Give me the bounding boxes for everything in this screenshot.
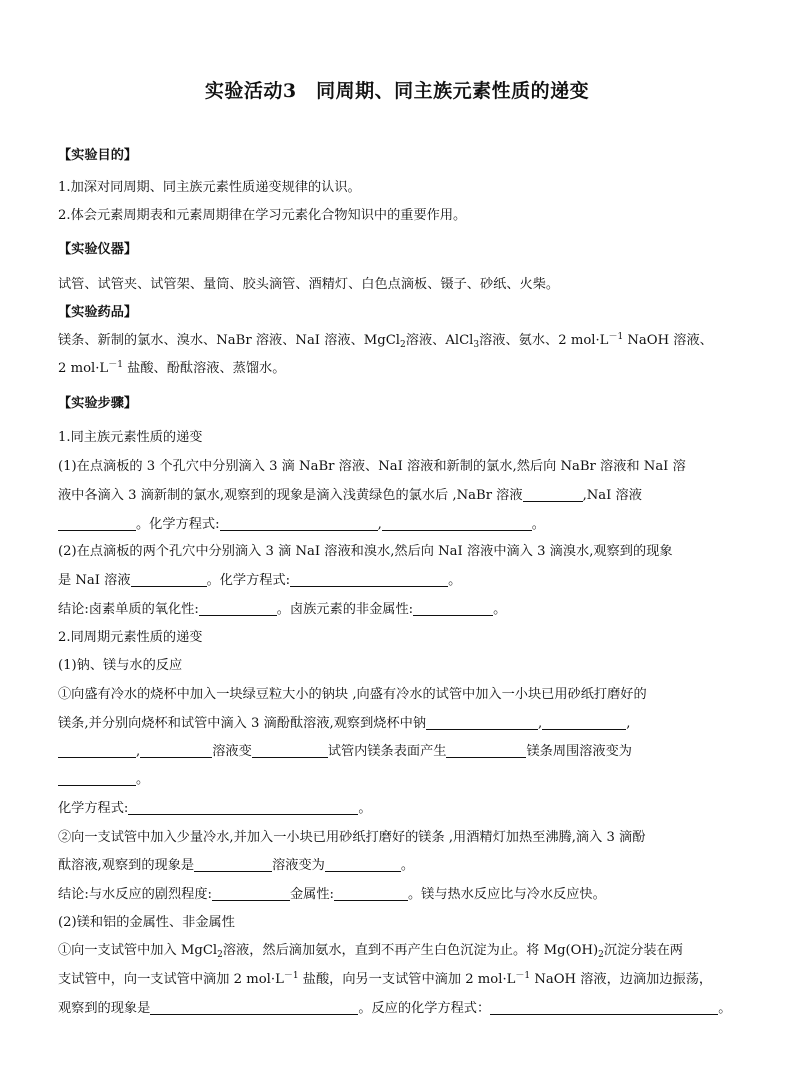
answer-blank[interactable] xyxy=(426,715,538,730)
s2-p1-line-4: 。 xyxy=(58,771,149,789)
answer-blank[interactable] xyxy=(194,857,272,872)
s2-p3-line-2: 支试管中，向一支试管中滴加 2 $mol\cdot L^{-1}$ 盐酸，向另一支试管中滴加 2 $mol\cdot L^{-1}$ NaOH 溶液，边滴加边振荡， xyxy=(58,971,713,987)
equation-blank[interactable] xyxy=(490,1000,718,1015)
s1-p1-line-1: (1)在点滴板的 3 个孔穴中分别滴入 3 滴 NaBr 溶液、NaI 溶液和新制的氯水,然后向 NaBr 溶液和 NaI 溶 xyxy=(58,459,686,474)
answer-blank[interactable] xyxy=(325,857,401,872)
s1-p1-line-3: 。化学方程式: , 。 xyxy=(58,516,545,534)
s2-sub-1: (1)钠、镁与水的反应 xyxy=(58,658,183,673)
answer-blank[interactable] xyxy=(58,771,136,786)
s2-sub-2: (2)镁和铝的金属性、非金属性 xyxy=(58,915,235,930)
s2-conclusion: 结论:与水反应的剧烈程度: 金属性: 。镁与热水反应比与冷水反应快。 xyxy=(58,887,606,902)
answer-blank[interactable] xyxy=(334,886,408,901)
s2-p1-line-3: , 溶液变 试管内镁条表面产生 镁条周围溶液变为 xyxy=(58,743,632,761)
section-2-title: 2.同周期元素性质的递变 xyxy=(58,630,203,645)
equation-blank[interactable] xyxy=(220,516,378,531)
answer-blank[interactable] xyxy=(446,743,526,758)
s2-p2-line-2: 酞溶液,观察到的现象是 溶液变为 。 xyxy=(58,858,415,873)
answer-blank[interactable] xyxy=(542,715,626,730)
s1-p1-line-2: 液中各滴入 3 滴新制的氯水,观察到的现象是滴入浅黄绿色的氯水后 ,NaBr 溶液 ,NaI 溶液 xyxy=(58,488,642,503)
answer-blank[interactable] xyxy=(252,743,328,758)
equation-blank[interactable] xyxy=(382,516,532,531)
purpose-item-2: 2.体会元素周期表和元素周期律在学习元素化合物知识中的重要作用。 xyxy=(58,208,467,223)
steps-heading: 【实验步骤】 xyxy=(58,396,138,411)
equation-blank[interactable] xyxy=(128,800,358,815)
reagents-line-2: 2 $mol\cdot L^{-1}$ 盐酸、酚酞溶液、蒸馏水。 xyxy=(58,360,286,376)
s1-p2-line-2: 是 NaI 溶液 。化学方程式: 。 xyxy=(58,573,462,588)
instruments-heading: 【实验仪器】 xyxy=(58,242,138,257)
answer-blank[interactable] xyxy=(140,743,212,758)
purpose-item-1: 1.加深对同周期、同主族元素性质递变规律的认识。 xyxy=(58,180,361,195)
reagents-heading: 【实验药品】 xyxy=(58,305,138,320)
s2-p1-line-1: ①向盛有冷水的烧杯中加入一块绿豆粒大小的钠块 ,向盛有冷水的试管中加入一小块已用砂纸打磨好的 xyxy=(58,687,647,702)
answer-blank[interactable] xyxy=(523,487,583,502)
answer-blank[interactable] xyxy=(212,886,290,901)
purpose-heading: 【实验目的】 xyxy=(58,148,138,163)
s2-equation: 化学方程式: 。 xyxy=(58,801,372,816)
s1-conclusion: 结论:卤素单质的氧化性: 。卤族元素的非金属性: 。 xyxy=(58,602,507,617)
answer-blank[interactable] xyxy=(413,601,493,616)
section-1-title: 1.同主族元素性质的递变 xyxy=(58,430,203,445)
s2-p3-line-1: ①向一支试管中加入 MgCl$_2$溶液，然后滴加氨水，直到不再产生白色沉淀为止。将 $Mg(OH)_2$沉淀分装在两 xyxy=(58,943,683,960)
answer-blank[interactable] xyxy=(58,516,136,531)
answer-blank[interactable] xyxy=(199,601,277,616)
equation-blank[interactable] xyxy=(290,572,448,587)
s2-p2-line-1: ②向一支试管中加入少量冷水,并加入一小块已用砂纸打磨好的镁条 ,用酒精灯加热至沸腾,滴入 3 滴酚 xyxy=(58,830,646,845)
answer-blank[interactable] xyxy=(131,572,207,587)
answer-blank[interactable] xyxy=(150,1000,358,1015)
page-title: 实验活动3 同周期、同主族元素性质的递变 xyxy=(204,80,590,102)
reagents-line-1: 镁条、新制的氯水、溴水、NaBr 溶液、NaI 溶液、MgCl$_2$溶液、AlCl$_3$溶液、氨水、2 $mol\cdot L^{-1}$ NaOH 溶液、 xyxy=(58,332,713,350)
instruments-text: 试管、试管夹、试管架、量筒、胶头滴管、酒精灯、白色点滴板、镊子、砂纸、火柴。 xyxy=(58,277,560,292)
answer-blank[interactable] xyxy=(58,743,136,758)
s1-p2-line-1: (2)在点滴板的两个孔穴中分别滴入 3 滴 NaI 溶液和溴水,然后向 NaI 溶液中滴入 3 滴溴水,观察到的现象 xyxy=(58,544,673,559)
s2-p1-line-2: 镁条,并分别向烧杯和试管中滴入 3 滴酚酞溶液,观察到烧杯中钠 , , xyxy=(58,716,631,731)
s2-p3-line-3: 观察到的现象是 。反应的化学方程式： 。 xyxy=(58,1001,732,1016)
